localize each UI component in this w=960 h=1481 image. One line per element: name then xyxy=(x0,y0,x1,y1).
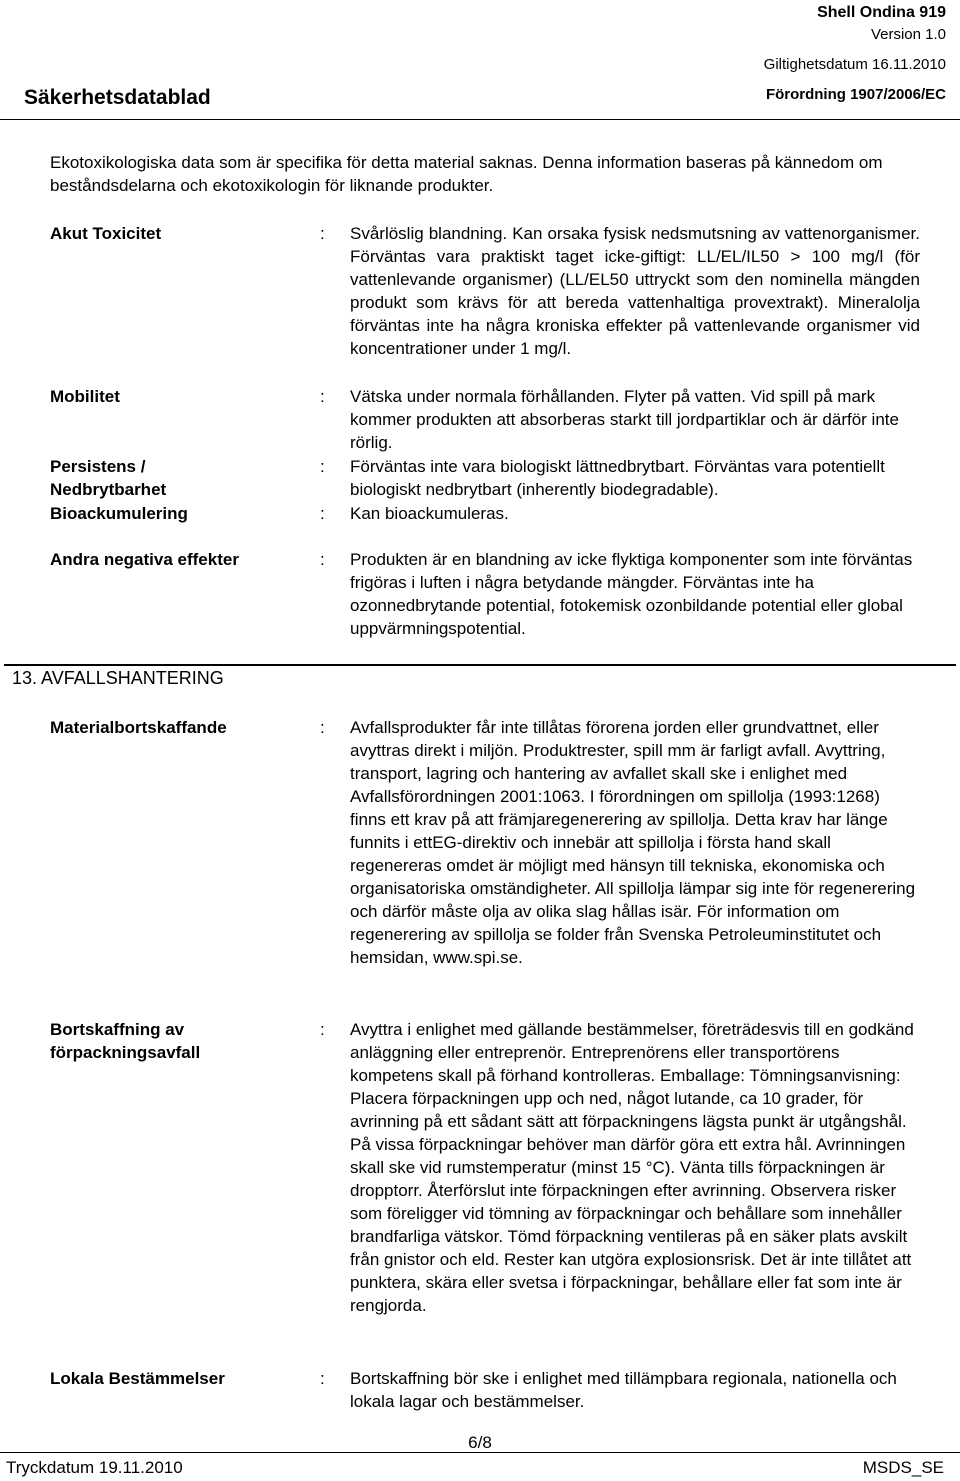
row-value: Kan bioackumuleras. xyxy=(350,504,509,523)
row-bioackumulering xyxy=(50,502,920,525)
label-line: Akut Toxicitet xyxy=(50,224,162,243)
label-line: Lokala Bestämmelser xyxy=(50,1369,225,1388)
label-line: Bioackumulering xyxy=(50,504,188,523)
footer-divider xyxy=(0,1452,960,1453)
section-divider xyxy=(4,664,956,666)
row-colon: : xyxy=(320,718,325,737)
row-value: Vätska under normala förhållanden. Flyter på vatten. Vid spill på mark kommer produkten att absorberas starkt till jordpartiklar och är därför inte rörlig. xyxy=(350,387,899,452)
row-bortskaffning-forpackningsavfall xyxy=(50,1018,920,1317)
regulation: Förordning 1907/2006/EC xyxy=(765,86,946,103)
label-line: Bortskaffning av xyxy=(50,1020,185,1039)
row-mobilitet xyxy=(50,385,920,454)
row-label xyxy=(50,385,300,408)
row-value: Avyttra i enlighet med gällande bestämmelser, företrädesvis till en godkänd anläggning eller entreprenör. Entreprenörens eller transportörens kompetens skall på förhand kontrolleras. Emballage: Tömningsanvisning: Placera förpackningen upp och ned, något lutande, ca 10 grader, för avrinning på ett sådant sätt att förpackningens lägsta punkt är utgångshål. På vissa förpackningar behöver man därför göra ett extra hål. Avrinningen skall ske vid rumstemperatur (minst 15 °C). Vänta tills förpackningen är dropptorr. Återförslut inte förpackningen efter avrinning. Observera risker som föreligger vid tömning av förpackningar och behållare som innehåller brandfarliga vätskor. Tömd förpackning ventileras på en säker plats avskilt från gnistor och eld. Rester kan utgöra explosionsrisk. Det är inte tillåtet att punktera, skära eller svetsa i förpackningar, behållare eller fat som inte är rengjorda. xyxy=(350,1020,914,1315)
row-colon: : xyxy=(320,224,325,243)
row-label xyxy=(50,548,300,571)
product-name: Shell Ondina 919 xyxy=(817,4,946,21)
row-label xyxy=(50,716,300,739)
document-title: Säkerhetsdatablad xyxy=(24,86,211,109)
validity-date: Giltighetsdatum 16.11.2010 xyxy=(763,56,946,73)
intro-paragraph: Ekotoxikologiska data som är specifika för detta material saknas. Denna information baseras på kännedom om beståndsdelarna och ekotoxikologin för liknande produkter. xyxy=(50,153,883,195)
row-label xyxy=(50,222,300,245)
row-materialbortskaffande xyxy=(50,716,920,969)
row-label xyxy=(50,1367,300,1390)
label-line: Persistens / xyxy=(50,457,146,476)
row-value: Svårlöslig blandning. Kan orsaka fysisk nedsmutsning av vattenorganismer. Förväntas vara praktiskt taget icke-giftigt: LL/EL/IL50 > 100 mg/l (för vattenlevande organismer) (LL/EL50 uttryckt som den nominella mängden produkt som krävs för att bereda vattenhaltiga provextrakt). Mineralolja förväntas inte ha några kroniska effekter på vattenlevande organismer vid koncentrationer under 1 mg/l. xyxy=(350,224,920,358)
row-persistens xyxy=(50,455,920,501)
label-line: Andra negativa effekter xyxy=(50,550,239,569)
document-code: MSDS_SE xyxy=(862,1458,944,1477)
label-line: förpackningsavfall xyxy=(50,1043,201,1062)
row-value: Förväntas inte vara biologiskt lättnedbrytbart. Förväntas vara potentiellt biologiskt nedbrytbart (inherently biodegradable). xyxy=(350,457,885,499)
label-line: Materialbortskaffande xyxy=(50,718,227,737)
version: Version 1.0 xyxy=(870,26,946,43)
row-value: Bortskaffning bör ske i enlighet med tillämpbara regionala, nationella och lokala lagar och bestämmelser. xyxy=(350,1369,897,1411)
row-lokala-bestammelser xyxy=(50,1367,920,1413)
row-value: Produkten är en blandning av icke flyktiga komponenter som inte förväntas frigöras i luften i några betydande mängder. Förväntas inte ha ozonnedbrytande potential, fotokemisk ozonbildande potential eller global uppvärmningspotential. xyxy=(350,550,913,638)
row-colon: : xyxy=(320,550,325,569)
print-date: Tryckdatum 19.11.2010 xyxy=(6,1458,183,1477)
header-meta xyxy=(764,2,946,76)
row-label xyxy=(50,502,300,525)
header-divider xyxy=(0,119,960,120)
row-value: Avfallsprodukter får inte tillåtas förorena jorden eller grundvattnet, eller avyttras direkt i miljön. Produktrester, spill mm är farligt avfall. Avyttring, transport, lagring och hantering av avfallet skall ske i enlighet med Avfallsförordningen 2001:1063. I förordningen om spillolja (1993:1268) finns ett krav på att främjaregenerering av spillolja. Detta krav har länge funnits i ettEG-direktiv och innebär att spillolja i första hand skall regenereras omdet är möjligt med hänsyn till tekniska, ekonomiska och organisatoriska omständigheter. All spillolja lämpar sig inte för regenerering och därför måste olja av olika slag hållas isär. För information om regenerering av spillolja se folder från Svenska Petroleuminstitutet och hemsidan, www.spi.se. xyxy=(350,718,916,967)
row-colon: : xyxy=(320,1020,325,1039)
row-colon: : xyxy=(320,1369,325,1388)
label-line: Mobilitet xyxy=(50,387,120,406)
row-label xyxy=(50,1018,300,1064)
row-andra-negativa-effekter xyxy=(50,548,920,640)
section-title: 13. AVFALLSHANTERING xyxy=(12,668,224,688)
row-colon: : xyxy=(320,387,325,406)
page-number: 6/8 xyxy=(468,1433,492,1452)
row-colon: : xyxy=(320,504,325,523)
label-line: Nedbrytbarhet xyxy=(50,480,167,499)
row-akut-toxicitet xyxy=(50,222,920,360)
row-colon: : xyxy=(320,457,325,476)
row-label xyxy=(50,455,300,501)
